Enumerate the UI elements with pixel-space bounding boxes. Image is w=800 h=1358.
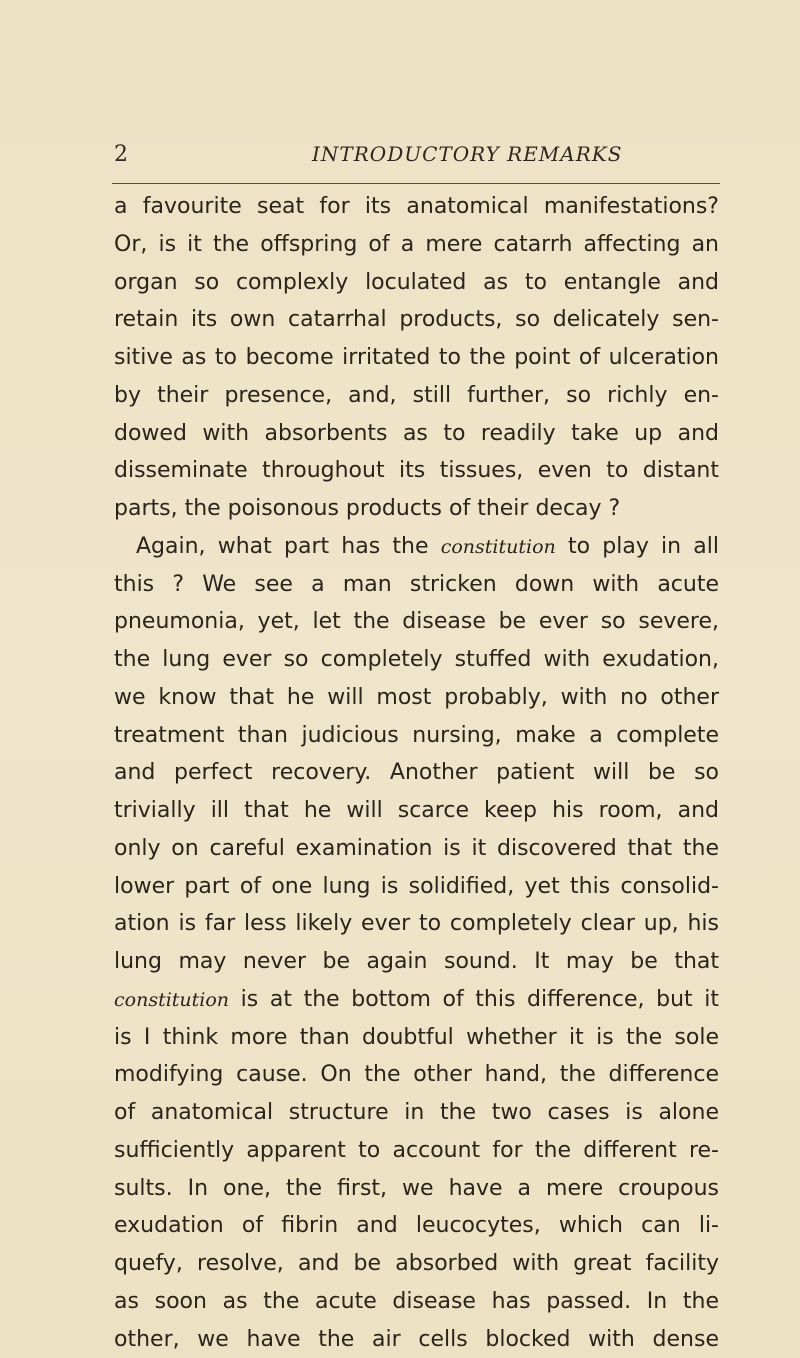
text-line: quefy, resolve, and be absorbed with great facility	[114, 1251, 719, 1276]
text-line: only on careful examination is it discovered that the	[114, 835, 719, 861]
text-line-mixed	[114, 981, 719, 1019]
text-line: this ? We see a man stricken down with acute	[114, 571, 719, 597]
text-fragment: to play in all	[567, 533, 719, 559]
text-line: pneumonia, yet, let the disease be ever so severe,	[114, 609, 719, 635]
text-line: parts, the poisonous products of their decay ?	[114, 496, 621, 521]
text-line: Or, is it the offspring of a mere catarrh affecting an	[114, 231, 719, 257]
text-fragment: is at the bottom of this difference, but it	[240, 986, 719, 1012]
text-line: sufficiently apparent to account for the different re-	[114, 1137, 719, 1163]
text-line: of anatomical structure in the two cases is alone	[114, 1100, 719, 1125]
text-line: lung may never be again sound. It may be that	[114, 949, 719, 974]
header-rule	[112, 183, 720, 184]
body-text	[114, 188, 719, 1358]
text-line: as soon as the acute disease has passed. In the	[114, 1288, 719, 1314]
text-line: modifying cause. On the other hand, the difference	[114, 1062, 719, 1088]
text-line: a favourite seat for its anatomical manifestations?	[114, 194, 719, 219]
text-line: sitive as to become irritated to the point of ulceration	[114, 345, 719, 370]
text-line: exudation of fibrin and leucocytes, which can li-	[114, 1213, 719, 1239]
page-header	[0, 142, 800, 182]
text-line: lower part of one lung is solidified, yet this consolid-	[114, 873, 719, 899]
text-line: is I think more than doubtful whether it is the sole	[114, 1024, 719, 1050]
italic-term: constitution	[440, 535, 556, 558]
text-line: dowed with absorbents as to readily take up and	[114, 420, 719, 446]
text-line: trivially ill that he will scarce keep his room, and	[114, 798, 719, 823]
text-line-mixed	[114, 528, 719, 566]
text-line: other, we have the air cells blocked with dense	[114, 1326, 719, 1352]
page-number: 2	[114, 142, 128, 167]
text-line: the lung ever so completely stuffed with exudation,	[114, 647, 719, 672]
text-line: and perfect recovery. Another patient will be so	[114, 760, 719, 786]
text-line: disseminate throughout its tissues, even to distant	[114, 458, 719, 484]
text-line: treatment than judicious nursing, make a complete	[114, 722, 719, 748]
running-head: INTRODUCTORY REMARKS	[312, 142, 623, 166]
text-line: retain its own catarrhal products, so delicately sen-	[114, 307, 719, 333]
text-fragment: Again, what part has the	[136, 533, 429, 559]
text-line: by their presence, and, still further, so richly en-	[114, 382, 719, 408]
text-line: ation is far less likely ever to completely clear up, his	[114, 911, 719, 937]
text-line: we know that he will most probably, with no other	[114, 684, 719, 710]
text-line: sults. In one, the first, we have a mere croupous	[114, 1175, 719, 1201]
text-line: organ so complexly loculated as to entangle and	[114, 269, 719, 295]
italic-term: constitution	[114, 988, 230, 1011]
